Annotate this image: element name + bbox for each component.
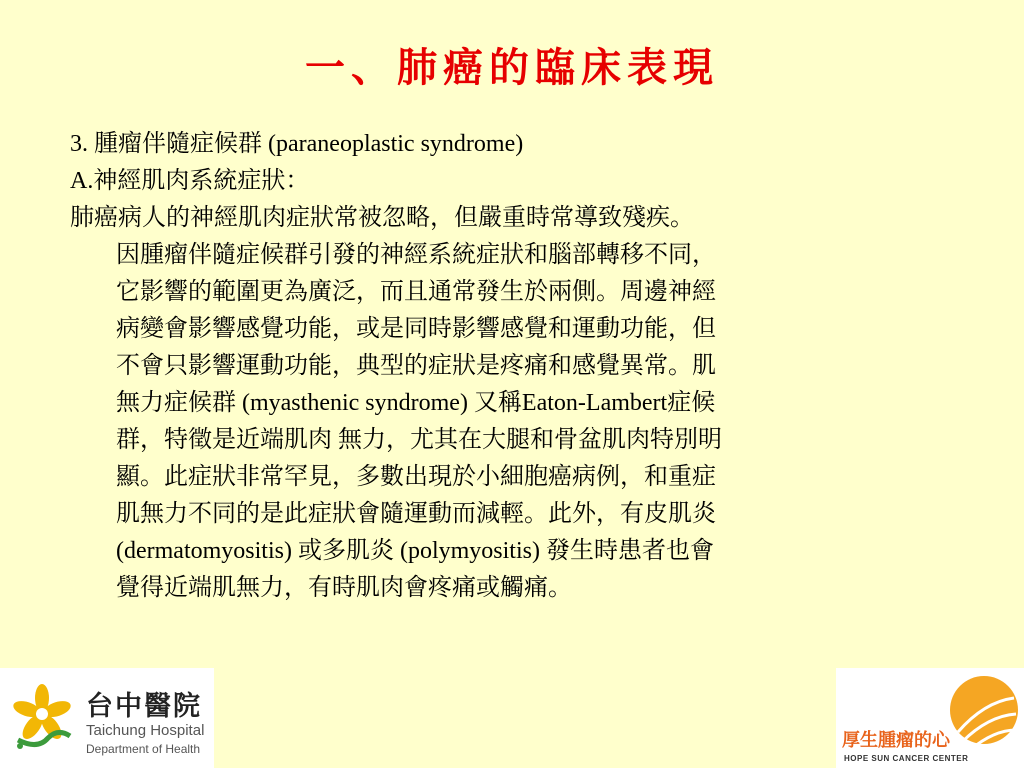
body-line: 不會只影響運動功能，典型的症狀是疼痛和感覺異常。肌 — [116, 353, 716, 379]
hospital-name-en: Taichung Hospital — [86, 722, 205, 739]
cancer-center-name-cn: 厚生腫瘤的心 — [842, 730, 950, 751]
body-line: (dermatomyositis) 或多肌炎 (polymyositis) 發生時患者也會 — [116, 538, 714, 564]
body-line-subheading: A.神經肌肉系統症狀： — [70, 168, 310, 194]
body-line: 顯。此症狀非常罕見，多數出現於小細胞癌病例，和重症 — [116, 464, 716, 490]
body-line-heading: 3. 腫瘤伴隨症候群 (paraneoplastic syndrome) — [70, 131, 524, 157]
slide-title: 一、肺癌的臨床表現 — [305, 44, 719, 91]
body-line: 肺癌病人的神經肌肉症狀常被忽略，但嚴重時常導致殘疾。 — [70, 205, 694, 231]
slide-body — [70, 126, 970, 607]
hospital-department: Department of Health — [86, 742, 201, 756]
body-line: 肌無力不同的是此症狀會隨運動而減輕。此外，有皮肌炎 — [116, 501, 716, 527]
body-line: 群，特徵是近端肌肉 無力，尤其在大腿和骨盆肌肉特別明 — [116, 427, 722, 453]
taichung-hospital-logo — [0, 668, 214, 768]
body-line: 無力症候群 (myasthenic syndrome) 又稱Eaton-Lambert症候 — [116, 390, 716, 416]
flower-logo-icon — [8, 680, 78, 756]
cancer-center-name-en: HOPE SUN CANCER CENTER — [844, 754, 969, 763]
body-line: 覺得近端肌無力，有時肌肉會疼痛或觸痛。 — [116, 575, 572, 601]
body-line: 它影響的範圍更為廣泛，而且通常發生於兩側。周邊神經 — [116, 279, 716, 305]
hope-sun-logo — [836, 668, 1024, 768]
hospital-name-cn: 台中醫院 — [86, 691, 202, 722]
body-line: 因腫瘤伴隨症候群引發的神經系統症狀和腦部轉移不同， — [116, 242, 716, 268]
body-line: 病變會影響感覺功能，或是同時影響感覺和運動功能，但 — [116, 316, 716, 342]
